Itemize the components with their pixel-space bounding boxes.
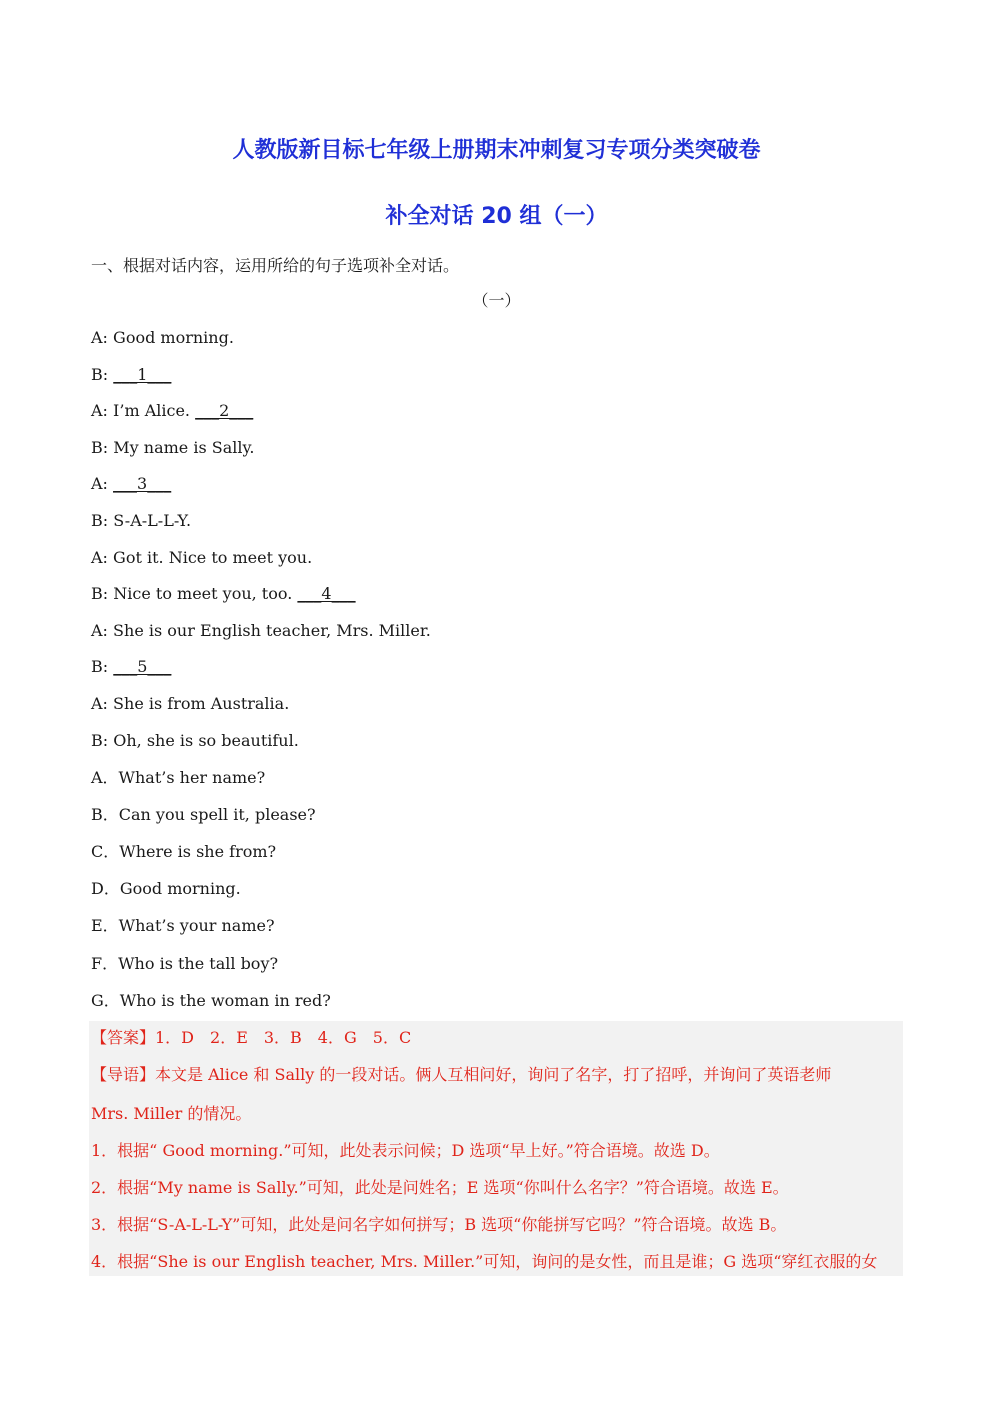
dialogue-line <box>91 657 171 677</box>
explanation-line: 3．根据“S-A-L-L-Y”可知，此处是问名字如何拼写；B 选项“你能拼写它吗？”符合语境。故选 B。 <box>91 1215 787 1234</box>
option-item: G．Who is the woman in red? <box>91 991 331 1010</box>
speaker-label: B: <box>91 657 109 676</box>
dialogue-text: Got it. Nice to meet you. <box>113 548 313 567</box>
speaker-label: B: <box>91 584 109 603</box>
answer-blank: ___4___ <box>297 584 356 603</box>
dialogue-text: My name is Sally. <box>113 438 255 457</box>
answer-intro-continued: Mrs. Miller 的情况。 <box>91 1104 252 1123</box>
option-item: C．Where is she from? <box>91 842 277 861</box>
speaker-label: A: <box>91 694 108 713</box>
dialogue-line <box>91 511 191 531</box>
answer-key: 【答案】1．D 2．E 3．B 4．G 5．C <box>91 1028 412 1047</box>
speaker-label: B: <box>91 365 109 384</box>
explanation-line: 4．根据“She is our English teacher, Mrs. Miller.”可知，询问的是女性，而且是谁；G 选项“穿红衣服的女 <box>91 1252 878 1271</box>
dialogue-line <box>91 365 171 385</box>
option-item: B．Can you spell it, please? <box>91 805 316 824</box>
dialogue-text: She is from Australia. <box>113 694 290 713</box>
page-title: 人教版新目标七年级上册期末冲刺复习专项分类突破卷 <box>232 138 761 163</box>
dialogue-text: I’m Alice. <box>113 401 191 420</box>
option-item: E．What’s your name? <box>91 916 275 935</box>
dialogue-text: S-A-L-L-Y. <box>113 511 192 530</box>
speaker-label: A: <box>91 474 108 493</box>
dialogue-text: Good morning. <box>113 328 234 347</box>
dialogue-line <box>91 438 254 458</box>
option-item: A．What’s her name? <box>91 768 266 787</box>
speaker-label: B: <box>91 438 109 457</box>
dialogue-text: She is our English teacher, Mrs. Miller. <box>113 621 431 640</box>
speaker-label: B: <box>91 511 109 530</box>
section-label: （一） <box>472 291 521 310</box>
option-item: D．Good morning. <box>91 879 241 898</box>
dialogue-line <box>91 548 312 568</box>
dialogue-line <box>91 621 431 641</box>
page-subtitle: 补全对话 20 组（一） <box>385 204 608 229</box>
explanation-line: 1．根据“ Good morning.”可知，此处表示问候；D 选项“早上好。”符合语境。故选 D。 <box>91 1141 720 1160</box>
answer-blank: ___1___ <box>113 365 172 384</box>
dialogue-line <box>91 328 234 348</box>
dialogue-text: Oh, she is so beautiful. <box>113 731 299 750</box>
speaker-label: A: <box>91 328 108 347</box>
answer-intro: 【导语】本文是 Alice 和 Sally 的一段对话。俩人互相问好，询问了名字，打了招呼，并询问了英语老师 <box>91 1065 832 1084</box>
speaker-label: A: <box>91 401 108 420</box>
dialogue-line <box>91 584 356 604</box>
explanation-line: 2．根据“My name is Sally.”可知，此处是问姓名；E 选项“你叫什么名字？”符合语境。故选 E。 <box>91 1178 789 1197</box>
dialogue-text: Nice to meet you, too. <box>113 584 293 603</box>
speaker-label: A: <box>91 621 108 640</box>
answer-blank: ___2___ <box>195 401 254 420</box>
dialogue-line <box>91 731 299 751</box>
dialogue-line <box>91 694 289 714</box>
dialogue-line <box>91 474 171 494</box>
option-item: F．Who is the tall boy? <box>91 954 279 973</box>
dialogue-line <box>91 401 253 421</box>
answer-blank: ___3___ <box>113 474 172 493</box>
speaker-label: A: <box>91 548 108 567</box>
speaker-label: B: <box>91 731 109 750</box>
answer-blank: ___5___ <box>113 657 172 676</box>
instruction-text: 一、根据对话内容，运用所给的句子选项补全对话。 <box>91 256 460 275</box>
